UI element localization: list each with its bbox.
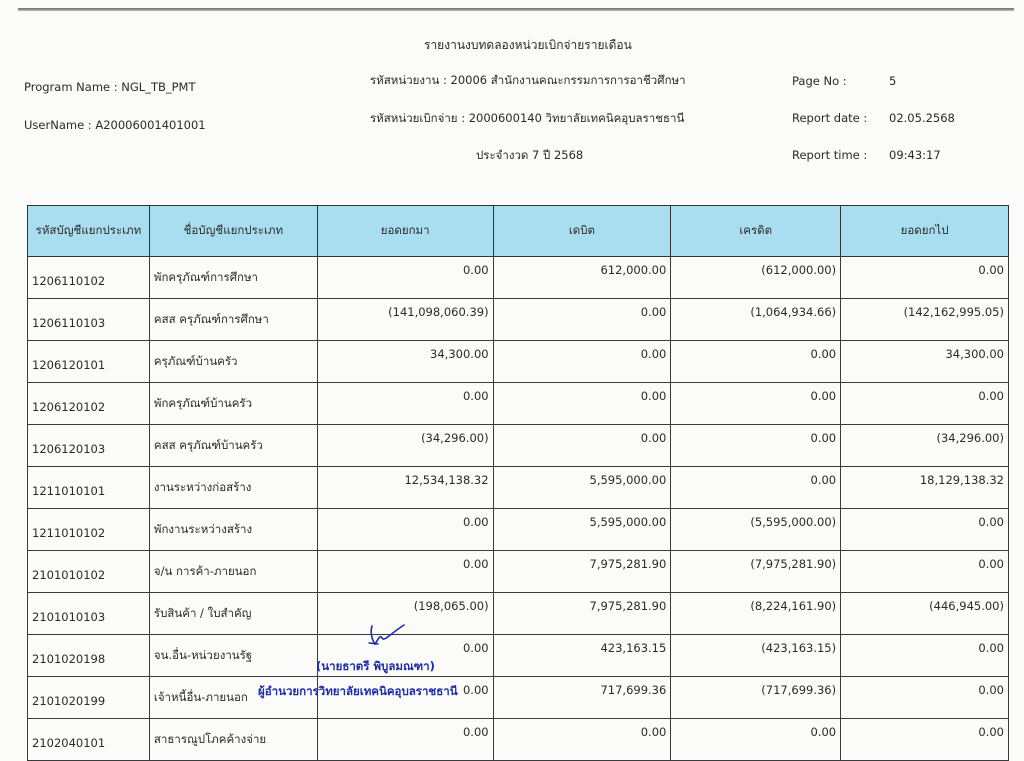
- column-header-debit: เดบิต: [493, 206, 671, 257]
- beginning-balance-cell: 0.00: [317, 257, 493, 299]
- program-name: Program Name : NGL_TB_PMT: [24, 80, 196, 94]
- credit-cell: 0.00: [671, 341, 841, 383]
- beginning-balance-cell: 12,534,138.32: [317, 467, 493, 509]
- report-date-label: Report date :: [792, 111, 868, 125]
- credit-cell: 0.00: [671, 383, 841, 425]
- ending-balance-cell: (142,162,995.05): [841, 299, 1009, 341]
- beginning-balance-cell: 0.00: [317, 551, 493, 593]
- ending-balance-cell: 0.00: [841, 719, 1009, 761]
- debit-cell: 612,000.00: [493, 257, 671, 299]
- credit-cell: (8,224,161.90): [671, 593, 841, 635]
- signatory-title: ผู้อำนวยการวิทยาลัยเทคนิคอุบลราชธานี: [258, 684, 458, 698]
- table-row: [28, 635, 1009, 677]
- column-header-credit: เครดิต: [671, 206, 841, 257]
- table-row: [28, 509, 1009, 551]
- credit-cell: (423,163.15): [671, 635, 841, 677]
- user-name: UserName : A20006001401001: [24, 118, 206, 132]
- top-rule: [18, 8, 1014, 11]
- column-header-ending-balance: ยอดยกไป: [841, 206, 1009, 257]
- debit-cell: 0.00: [493, 719, 671, 761]
- report-title: รายงานงบทดลองหน่วยเบิกจ่ายรายเดือน: [424, 38, 632, 52]
- debit-cell: 7,975,281.90: [493, 551, 671, 593]
- column-header-account-code: รหัสบัญชีแยกประเภท: [28, 206, 150, 257]
- credit-cell: (612,000.00): [671, 257, 841, 299]
- agency-code: รหัสหน่วยงาน : 20006 สำนักงานคณะกรรมการการอาชีวศึกษา: [370, 73, 686, 87]
- table-row: [28, 551, 1009, 593]
- account-code-cell: 1211010101: [28, 467, 150, 509]
- account-name-cell: สาธารณูปโภคค้างจ่าย: [149, 719, 317, 761]
- ending-balance-cell: 34,300.00: [841, 341, 1009, 383]
- account-name-cell: ครุภัณฑ์บ้านครัว: [149, 341, 317, 383]
- account-code-cell: 2101020199: [28, 677, 150, 719]
- table-row: [28, 677, 1009, 719]
- account-code-cell: 1206120103: [28, 425, 150, 467]
- ending-balance-cell: 0.00: [841, 383, 1009, 425]
- debit-cell: 423,163.15: [493, 635, 671, 677]
- report-time-label: Report time :: [792, 148, 868, 162]
- table-row: [28, 341, 1009, 383]
- credit-cell: (5,595,000.00): [671, 509, 841, 551]
- account-name-cell: คสส ครุภัณฑ์บ้านครัว: [149, 425, 317, 467]
- ending-balance-cell: 0.00: [841, 551, 1009, 593]
- credit-cell: (7,975,281.90): [671, 551, 841, 593]
- account-code-cell: 1206110102: [28, 257, 150, 299]
- debit-cell: 0.00: [493, 341, 671, 383]
- account-name-cell: จ/น การค้า-ภายนอก: [149, 551, 317, 593]
- column-header-beginning-balance: ยอดยกมา: [317, 206, 493, 257]
- account-code-cell: 1206120101: [28, 341, 150, 383]
- debit-cell: 5,595,000.00: [493, 467, 671, 509]
- credit-cell: (1,064,934.66): [671, 299, 841, 341]
- beginning-balance-cell: 0.00: [317, 509, 493, 551]
- report-date-value: 02.05.2568: [889, 111, 955, 125]
- beginning-balance-cell: 0.00: [317, 635, 493, 677]
- beginning-balance-cell: 0.00: [317, 677, 493, 719]
- account-code-cell: 1211010102: [28, 509, 150, 551]
- page-no-value: 5: [889, 74, 897, 88]
- account-code-cell: 2101010103: [28, 593, 150, 635]
- beginning-balance-cell: (34,296.00): [317, 425, 493, 467]
- table-row: [28, 299, 1009, 341]
- table-row: [28, 383, 1009, 425]
- signatory-name: (นายธาตรี พิบูลมณฑา): [316, 659, 435, 673]
- account-name-cell: จน.อื่น-หน่วยงานรัฐ: [149, 635, 317, 677]
- account-name-cell: พักงานระหว่างสร้าง: [149, 509, 317, 551]
- account-name-cell: พักครุภัณฑ์การศึกษา: [149, 257, 317, 299]
- account-code-cell: 1206120102: [28, 383, 150, 425]
- credit-cell: (717,699.36): [671, 677, 841, 719]
- debit-cell: 0.00: [493, 425, 671, 467]
- account-name-cell: พักครุภัณฑ์บ้านครัว: [149, 383, 317, 425]
- debit-cell: 0.00: [493, 383, 671, 425]
- page-no-label: Page No :: [792, 74, 847, 88]
- beginning-balance-cell: 34,300.00: [317, 341, 493, 383]
- ending-balance-cell: 0.00: [841, 635, 1009, 677]
- debit-cell: 0.00: [493, 299, 671, 341]
- account-name-cell: รับสินค้า / ใบสำคัญ: [149, 593, 317, 635]
- beginning-balance-cell: 0.00: [317, 383, 493, 425]
- debit-cell: 5,595,000.00: [493, 509, 671, 551]
- account-name-cell: คสส ครุภัณฑ์การศึกษา: [149, 299, 317, 341]
- credit-cell: 0.00: [671, 467, 841, 509]
- table-row: [28, 257, 1009, 299]
- table-row: [28, 593, 1009, 635]
- account-code-cell: 2101020198: [28, 635, 150, 677]
- table-row: [28, 467, 1009, 509]
- table-header-row: [28, 206, 1009, 257]
- account-code-cell: 2101010102: [28, 551, 150, 593]
- table-row: [28, 425, 1009, 467]
- ending-balance-cell: 0.00: [841, 677, 1009, 719]
- account-name-cell: เจ้าหนี้อื่น-ภายนอก: [149, 677, 317, 719]
- credit-cell: 0.00: [671, 425, 841, 467]
- beginning-balance-cell: 0.00: [317, 719, 493, 761]
- credit-cell: 0.00: [671, 719, 841, 761]
- account-code-cell: 2102040101: [28, 719, 150, 761]
- ending-balance-cell: 0.00: [841, 509, 1009, 551]
- report-period: ประจำงวด 7 ปี 2568: [476, 148, 584, 162]
- column-header-account-name: ชื่อบัญชีแยกประเภท: [149, 206, 317, 257]
- beginning-balance-cell: (141,098,060.39): [317, 299, 493, 341]
- ending-balance-cell: 18,129,138.32: [841, 467, 1009, 509]
- handwritten-signature: [366, 622, 406, 648]
- report-time-value: 09:43:17: [889, 148, 941, 162]
- account-name-cell: งานระหว่างก่อสร้าง: [149, 467, 317, 509]
- ending-balance-cell: 0.00: [841, 257, 1009, 299]
- disbursing-unit-code: รหัสหน่วยเบิกจ่าย : 2000600140 วิทยาลัยเทคนิคอุบลราชธานี: [370, 111, 685, 125]
- account-code-cell: 1206110103: [28, 299, 150, 341]
- ending-balance-cell: (446,945.00): [841, 593, 1009, 635]
- debit-cell: 717,699.36: [493, 677, 671, 719]
- trial-balance-table: [27, 205, 1009, 761]
- debit-cell: 7,975,281.90: [493, 593, 671, 635]
- beginning-balance-cell: (198,065.00): [317, 593, 493, 635]
- ending-balance-cell: (34,296.00): [841, 425, 1009, 467]
